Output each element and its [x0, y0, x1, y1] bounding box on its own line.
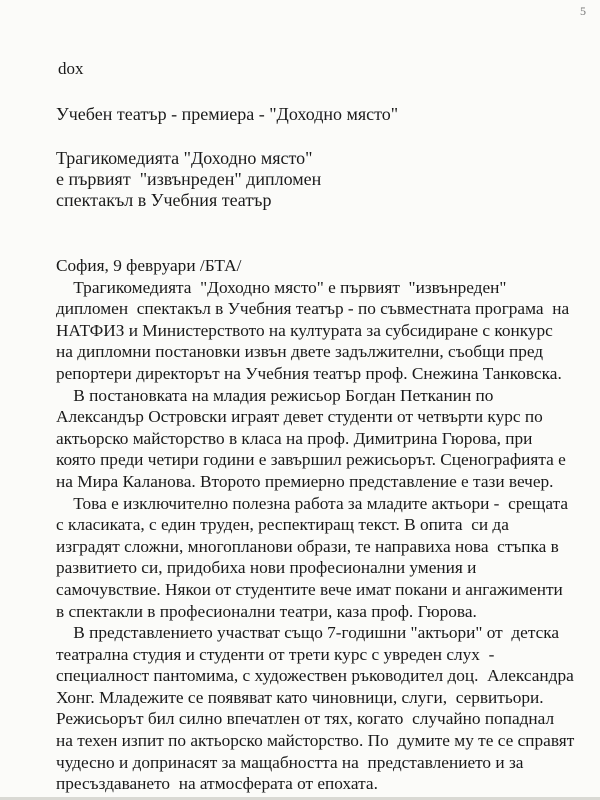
body-line: НАТФИЗ и Министерството на културата за субсидиране с конкурс	[56, 320, 553, 340]
subheadline	[56, 148, 321, 211]
body-line: репортери директорът на Учебния театър проф. Снежина Танковска.	[56, 363, 562, 383]
page-number: 5	[580, 4, 586, 18]
body-line: Това е изключително полезна работа за младите актьори - срещата	[56, 493, 569, 513]
body-line: на Мира Каланова. Второто премиерно представление е тази вечер.	[56, 471, 554, 491]
body-line: която преди четири години е завършил режисьорът. Сценографията е	[56, 450, 566, 470]
document-id: dox	[58, 59, 84, 78]
body-line: изградят сложни, многопланови образи, те направиха нова стъпка в	[56, 536, 559, 556]
body-line: актьорско майсторство в класа на проф. Димитрина Гюрова, при	[56, 428, 533, 448]
body-line: театрална студия и студенти от трети курс с увреден слух -	[56, 644, 495, 664]
body-line: дипломен спектакъл в Учебния театър - по съвместната програма на	[56, 299, 570, 319]
body-line: Трагикомедията "Доходно място" е първият "извънреден"	[56, 277, 507, 297]
dateline: София, 9 февруари /БТА/	[56, 256, 242, 275]
body-line: Хонг. Младежите се появяват като чиновници, слуги, сервитьори.	[56, 687, 544, 707]
body-line: В постановката на младия режисьор Богдан Петканин по	[56, 385, 494, 405]
body-line: Александър Островски играят девет студенти от четвърти курс по	[56, 407, 543, 427]
body-line: на дипломни постановки извън двете задължителни, съобщи пред	[56, 342, 544, 362]
body-line: в спектакли в професионални театри, каза проф. Гюрова.	[56, 601, 477, 621]
body-line: В представлението участват също 7-годишни "актьори" от детска	[56, 623, 560, 643]
subhead-line: е първият "извънреден" дипломен	[56, 169, 322, 189]
subhead-line: спектакъл в Учебния театър	[56, 190, 272, 210]
body-line: развитието си, придобиха нови професионални умения и	[56, 558, 477, 578]
body-line: с класиката, с един труден, респектиращ текст. В опита си да	[56, 515, 509, 535]
subhead-line: Трагикомедията "Доходно място"	[56, 148, 313, 168]
body-line: чудесно и допринасят за мащабността на представлението и за	[56, 752, 524, 772]
body-line: пресъздаването на атмосферата от епохата.	[56, 774, 378, 794]
body-line: самочувствие. Някои от студентите вече имат покани и ангажименти	[56, 579, 563, 599]
article-body	[56, 255, 574, 795]
body-line: специалност пантомима, с художествен ръководител доц. Александра	[56, 666, 574, 686]
headline: Учебен театър - премиера - "Доходно място"	[56, 104, 399, 124]
body-line: Режисьорът бил силно впечатлен от тях, когато случайно попаднал	[56, 709, 555, 729]
body-line: на техен изпит по актьорско майсторство. По думите му те се справят	[56, 731, 575, 751]
